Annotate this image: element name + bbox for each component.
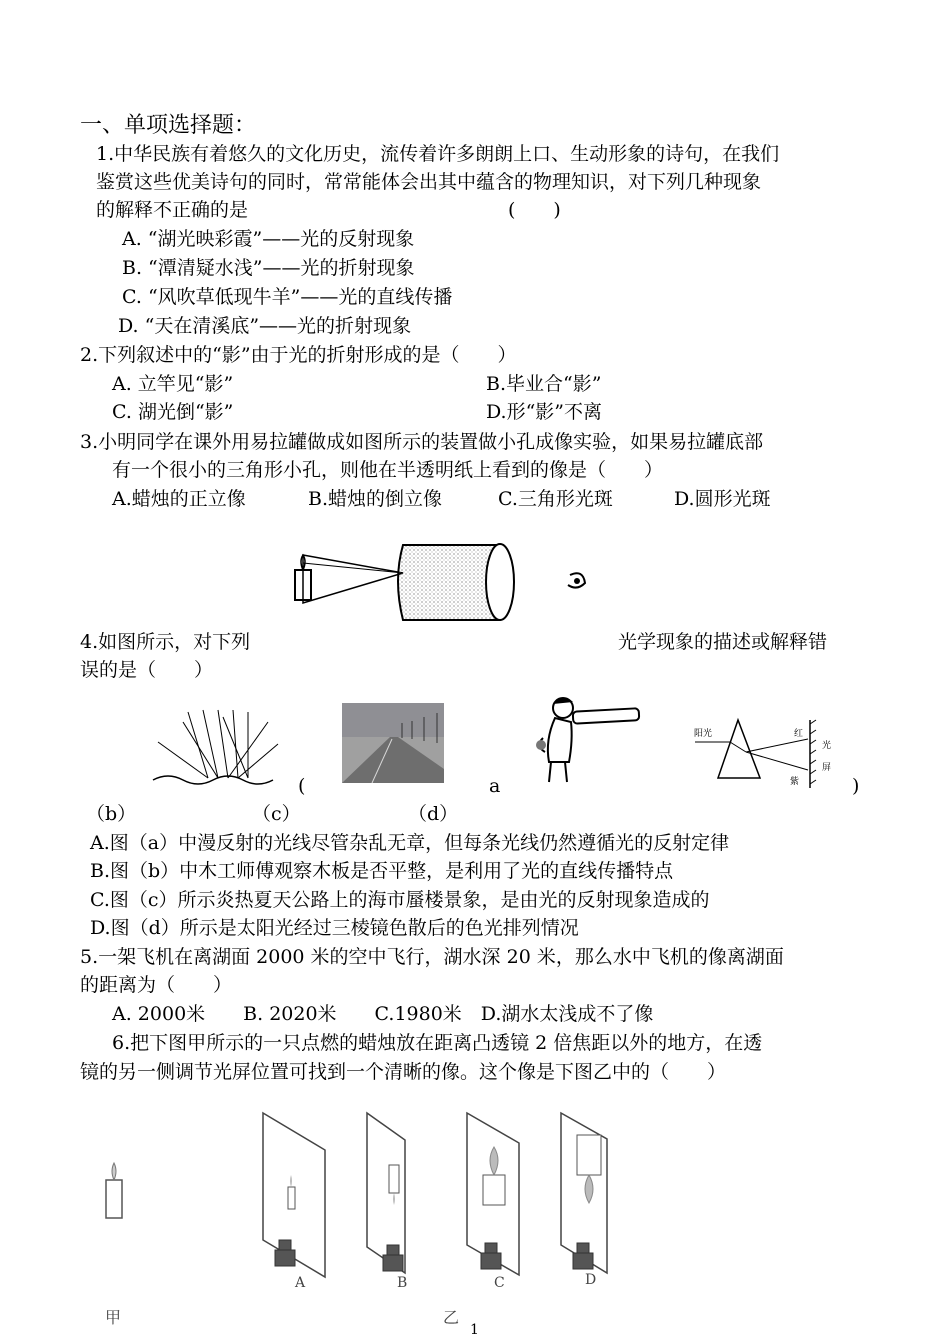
q1-answer-paren: ( )	[508, 199, 561, 221]
prism-purple-label: 紫	[790, 777, 800, 787]
q4-line1-left: 4.如图所示，对下列	[80, 631, 251, 653]
q1-option-b: B. “潭清疑水浅”——光的折射现象	[122, 257, 415, 279]
q3-line1: 3.小明同学在课外用易拉罐做成如图所示的装置做小孔成像实验，如果易拉罐底部	[80, 431, 764, 453]
q5-options: A. 2000米 B. 2020米 C.1980米 D.湖水太浅成不了像	[112, 1003, 654, 1025]
label-yi: 乙	[443, 1308, 460, 1327]
fig-paren-left: (	[298, 775, 306, 797]
prism-screen-label-2: 屏	[822, 763, 832, 773]
q4-option-d: D.图（d）所示是太阳光经过三棱镜色散后的色光排列情况	[90, 917, 579, 939]
lens-image-figure	[95, 1105, 655, 1330]
carpenter-figure	[525, 690, 643, 785]
q5-line2: 的距离为（ ）	[80, 974, 233, 996]
q4-option-b: B.图（b）中木工师傅观察木板是否平整，是利用了光的直线传播特点	[90, 860, 674, 882]
q5-line1: 5.一架飞机在离湖面 2000 米的空中飞行，湖水深 20 米，那么水中飞机的像离湖面	[80, 946, 784, 968]
diffuse-reflection-figure	[148, 702, 288, 787]
screen-label-c: C	[494, 1275, 505, 1291]
q4-option-c: C.图（c）所示炎热夏天公路上的海市蜃楼景象，是由光的反射现象造成的	[90, 889, 710, 911]
fig-label-a: a	[489, 775, 501, 797]
q6-line1: 6.把下图甲所示的一只点燃的蜡烛放在距离凸透镜 2 倍焦距以外的地方，在透	[112, 1032, 763, 1054]
q6-line2: 镜的另一侧调节光屏位置可找到一个清晰的像。这个像是下图乙中的（ ）	[80, 1061, 727, 1083]
q2-option-a: A. 立竿见“影”	[112, 373, 234, 395]
q3-option-d: D.圆形光斑	[674, 488, 771, 510]
wooden-board	[573, 708, 640, 723]
q4-line1-right: 光学现象的描述或解释错	[618, 631, 828, 653]
fig-label-c: （c）	[252, 803, 301, 825]
q3-option-a: A.蜡烛的正立像	[112, 488, 246, 510]
q1-line1: 1.中华民族有着悠久的文化历史，流传着许多朗朗上口、生动形象的诗句，在我们	[96, 143, 780, 165]
fig-label-b: （b）	[86, 803, 137, 825]
page-number: 1	[470, 1322, 479, 1338]
q1-option-c: C. “风吹草低现牛羊”——光的直线传播	[122, 286, 453, 308]
q1-line3: 的解释不正确的是	[96, 199, 249, 221]
pinhole-camera-figure	[285, 525, 605, 640]
label-jia: 甲	[105, 1308, 122, 1327]
q1-option-d: D. “天在清溪底”——光的折射现象	[118, 315, 412, 337]
screen-label-d: D	[585, 1272, 597, 1288]
mirage-road-photo	[342, 703, 444, 783]
q4-option-a: A.图（a）中漫反射的光线尽管杂乱无章，但每条光线仍然遵循光的反射定律	[90, 832, 730, 854]
q1-line2: 鉴赏这些优美诗句的同时，常常能体会出其中蕴含的物理知识，对下列几种现象	[96, 171, 762, 193]
section-title: 一、单项选择题：	[80, 113, 257, 138]
q3-option-b: B.蜡烛的倒立像	[308, 488, 443, 510]
prism-sun-label: 阳光	[694, 729, 713, 739]
q2-option-d: D.形“影”不离	[486, 401, 603, 423]
q4-line2: 误的是（ ）	[80, 659, 214, 681]
prism-screen-label-1: 光	[822, 741, 832, 751]
q3-option-c: C.三角形光斑	[498, 488, 613, 510]
prism-dispersion-figure	[690, 712, 840, 792]
q2-option-c: C. 湖光倒“影”	[112, 401, 234, 423]
screen-label-b: B	[397, 1275, 408, 1291]
q3-line2: 有一个很小的三角形小孔，则他在半透明纸上看到的像是（ ）	[112, 459, 664, 481]
candle-jia-icon	[106, 1163, 122, 1218]
screen-label-a: A	[295, 1275, 306, 1291]
q2-stem: 2.下列叙述中的“影”由于光的折射形成的是（ ）	[80, 344, 517, 366]
prism-red-label: 红	[794, 729, 804, 739]
fig-paren-right: )	[852, 775, 860, 797]
q1-option-a: A. “湖光映彩霞”——光的反射现象	[122, 228, 415, 250]
q2-option-b: B.毕业合“影”	[486, 373, 602, 395]
fig-label-d: （d）	[408, 803, 459, 825]
